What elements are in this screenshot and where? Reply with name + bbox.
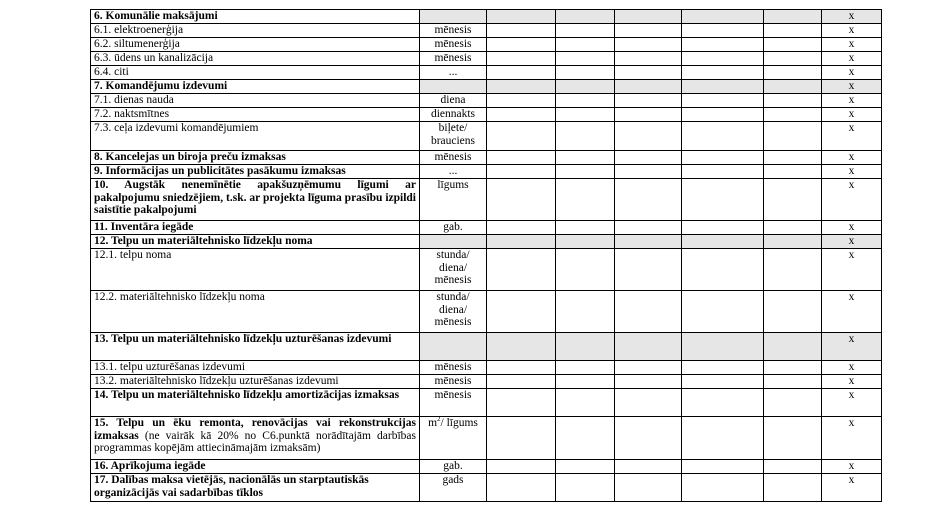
row-unit: ... <box>420 165 487 179</box>
row-name-note: (ne vairāk kā 20% no C6.punktā norādītajām darbības programmas kopējām attiecināmajām izmaksām) <box>94 429 417 454</box>
table-row <box>91 474 882 502</box>
table-row <box>91 249 882 291</box>
row-name: 11. Inventāra iegāde <box>91 221 420 235</box>
table-row <box>91 38 882 52</box>
row-mark: x <box>822 417 882 460</box>
row-mark: x <box>822 361 882 375</box>
row-unit <box>420 333 487 361</box>
row-name: 12. Telpu un materiāltehnisko līdzekļu noma <box>91 235 420 249</box>
row-unit: līgums <box>420 179 487 221</box>
row-mark: x <box>822 375 882 389</box>
row-unit: mēnesis <box>420 151 487 165</box>
row-unit: mēnesis <box>420 389 487 417</box>
row-mark: x <box>822 474 882 502</box>
row-unit: stunda/ diena/ mēnesis <box>420 291 487 333</box>
table-row <box>91 417 882 460</box>
row-unit: gab. <box>420 460 487 474</box>
row-name-main: 15. Telpu un ēku remonta, renovācijas vai rekonstrukcijas izmaksas <box>94 417 416 442</box>
row-mark: x <box>822 151 882 165</box>
row-name: 12.2. materiāltehnisko līdzekļu noma <box>91 291 420 333</box>
row-mark: x <box>822 333 882 361</box>
row-name: 9. Informācijas un publicitātes pasākumu izmaksas <box>91 165 420 179</box>
row-unit: mēnesis <box>420 38 487 52</box>
row-name: 12.1. telpu noma <box>91 249 420 291</box>
row-name: 16. Aprīkojuma iegāde <box>91 460 420 474</box>
row-name: 6.1. elektroenerģija <box>91 24 420 38</box>
row-mark: x <box>822 24 882 38</box>
table-row <box>91 52 882 66</box>
table-row <box>91 108 882 122</box>
row-name: 13.2. materiāltehnisko līdzekļu uzturēšanas izdevumi <box>91 375 420 389</box>
table-row <box>91 24 882 38</box>
row-unit: diena <box>420 94 487 108</box>
row-mark: x <box>822 108 882 122</box>
row-mark: x <box>822 52 882 66</box>
table-row <box>91 389 882 417</box>
row-unit: mēnesis <box>420 375 487 389</box>
row-unit: gads <box>420 474 487 502</box>
row-name: 17. Dalības maksa vietējās, nacionālās un starptautiskās organizācijās vai sadarbības tīklos <box>91 474 420 502</box>
row-name: 7. Komandējumu izdevumi <box>91 80 420 94</box>
row-name: 13. Telpu un materiāltehnisko līdzekļu uzturēšanas izdevumi <box>91 333 420 361</box>
unit-main: m <box>428 417 438 429</box>
row-unit <box>420 80 487 94</box>
table-row <box>91 80 882 94</box>
row-mark: x <box>822 460 882 474</box>
row-unit: diennakts <box>420 108 487 122</box>
row-unit <box>420 10 487 24</box>
row-name: 8. Kancelejas un biroja preču izmaksas <box>91 151 420 165</box>
table-row <box>91 291 882 333</box>
row-mark: x <box>822 94 882 108</box>
row-unit <box>420 417 487 460</box>
row-mark: x <box>822 80 882 94</box>
row-mark: x <box>822 179 882 221</box>
row-name: 10. Augstāk nenemīnētie apakšuzņēmumu līgumi ar pakalpojumu sniedzējiem, t.sk. ar projekta līguma prasību izpildi saistītie pakalpojumi <box>91 179 420 221</box>
row-name: 7.2. naktsmītnes <box>91 108 420 122</box>
table-row <box>91 165 882 179</box>
table-row <box>91 460 882 474</box>
table-row <box>91 94 882 108</box>
row-unit: biļete/ brauciens <box>420 122 487 151</box>
row-mark: x <box>822 10 882 24</box>
row-unit: stunda/ diena/ mēnesis <box>420 249 487 291</box>
row-unit: mēnesis <box>420 24 487 38</box>
row-name: 6.2. siltumenerģija <box>91 38 420 52</box>
unit-rest: / līgums <box>440 417 478 429</box>
row-unit: gab. <box>420 221 487 235</box>
table-row <box>91 375 882 389</box>
row-name: 6. Komunālie maksājumi <box>91 10 420 24</box>
row-name: 7.1. dienas nauda <box>91 94 420 108</box>
row-mark: x <box>822 291 882 333</box>
row-mark: x <box>822 165 882 179</box>
table-row <box>91 66 882 80</box>
row-mark: x <box>822 389 882 417</box>
row-name <box>91 417 420 460</box>
row-mark: x <box>822 249 882 291</box>
table-row <box>91 221 882 235</box>
table-row <box>91 361 882 375</box>
table-row <box>91 151 882 165</box>
unit-sup: 2 <box>437 416 441 424</box>
row-unit: mēnesis <box>420 361 487 375</box>
row-unit: ... <box>420 66 487 80</box>
row-name: 6.3. ūdens un kanalizācija <box>91 52 420 66</box>
row-name: 6.4. citi <box>91 66 420 80</box>
table-row <box>91 333 882 361</box>
row-name: 7.3. ceļa izdevumi komandējumiem <box>91 122 420 151</box>
row-name: 13.1. telpu uzturēšanas izdevumi <box>91 361 420 375</box>
row-unit: mēnesis <box>420 52 487 66</box>
table-row <box>91 10 882 24</box>
row-mark: x <box>822 122 882 151</box>
table-row <box>91 235 882 249</box>
row-mark: x <box>822 235 882 249</box>
row-unit <box>420 235 487 249</box>
row-mark: x <box>822 66 882 80</box>
row-name: 14. Telpu un materiāltehnisko līdzekļu amortizācijas izmaksas <box>91 389 420 417</box>
table-row <box>91 179 882 221</box>
table-row <box>91 122 882 151</box>
row-mark: x <box>822 38 882 52</box>
budget-table <box>90 9 882 502</box>
row-mark: x <box>822 221 882 235</box>
